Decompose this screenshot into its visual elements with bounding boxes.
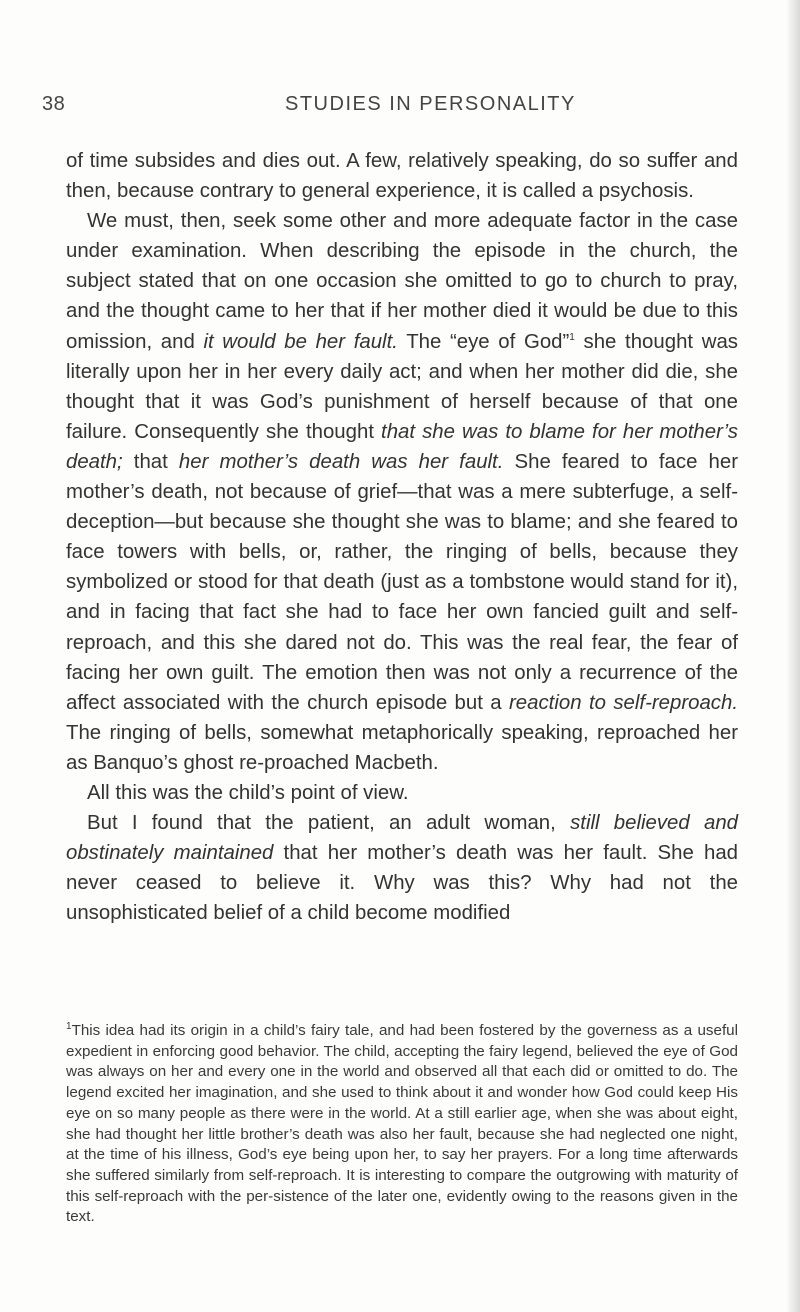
paragraph-2-text-f: The ringing of bells, somewhat metaphorically speaking, reproached her as Banquo’s ghost re-proached Macbeth.	[66, 721, 738, 774]
paragraph-2-text-e: She feared to face her mother’s death, not because of grief—that was a mere subterfuge, a self-deception—but because she thought she was to blame; and she feared to face towers with bells, or, rather, the ringing of bells, because they symbolized or stood for that death (just as a tombstone would stand for it), and in facing that fact she had to face her own fancied guilt and self-reproach, and this she dared not do. This was the real fear, the fear of facing her own guilt. The emotion then was not only a recurrence of the affect associated with the church episode but a	[66, 450, 738, 714]
paragraph-4-text-a: But I found that the patient, an adult woman,	[87, 812, 571, 835]
footnote-marker: 1	[66, 1020, 72, 1032]
paragraph-2-text-b: The “eye of God”	[397, 330, 570, 353]
paragraph-2-italic-1: it would be her fault.	[203, 330, 398, 353]
paragraph-3	[66, 778, 738, 808]
footnote-1	[66, 1021, 738, 1228]
paragraph-4-italic-1: still believed and obstinately maintained	[66, 812, 739, 865]
paragraph-2	[66, 206, 738, 778]
page-header	[0, 93, 800, 119]
paragraph-2-italic-2: that she was to blame for her mother’s death;	[66, 420, 738, 473]
page-edge-shadow	[786, 0, 800, 1312]
paragraph-2-text-c: she thought was literally upon her in her every daily act; and when her mother did die, she thought that it was God’s punishment of herself because of that one failure. Consequently she thought	[66, 330, 738, 443]
paragraph-2-italic-4: reaction to self-reproach.	[509, 691, 739, 714]
paragraph-4	[66, 808, 738, 928]
paragraph-1-text: of time subsides and dies out. A few, relatively speaking, do so suffer and then, because contrary to general experience, it is called a psychosis.	[66, 150, 738, 203]
paragraph-2-text-a: We must, then, seek some other and more adequate factor in the case under examination. When describing the episode in the church, the subject stated that on one occasion she omitted to go to church to pray, and the thought came to her that if her mother died it would be due to this omission, and	[66, 210, 738, 353]
paragraph-1	[66, 146, 738, 206]
paragraph-4-text-b: that her mother’s death was her fault. She had never ceased to believe it. Why was this? Why had not the unsophisticated belief of a child become modified	[66, 842, 739, 925]
body-text	[66, 146, 738, 928]
paragraph-2-italic-3: her mother’s death was her fault.	[178, 450, 504, 473]
footnote-text: This idea had its origin in a child’s fairy tale, and had been fostered by the governess as a useful expedient in enforcing good behavior. The child, accepting the fairy legend, believed the eye of God was always on her and every one in the world and observed all that each did or omitted to do. The legend excited her imagination, and she used to think about it and wonder how God could keep His eye on so many people as there were in the world. At a still earlier age, when she was about eight, she had thought her little brother’s death was also her fault, because she had neglected one night, at the time of his illness, God’s eye being upon her, to say her prayers. For a long time afterwards she suffered similarly from self-reproach. It is interesting to compare the outgrowing with maturity of this self-reproach with the per-sistence of the later one, evidently owing to the reasons given in the text.	[66, 1022, 738, 1226]
paragraph-3-text: All this was the child’s point of view.	[87, 781, 409, 804]
running-head: STUDIES IN PERSONALITY	[285, 93, 576, 115]
footnote-reference: 1	[569, 331, 575, 343]
footnotes	[66, 1021, 738, 1228]
paragraph-2-text-d: that	[122, 450, 179, 473]
page-number: 38	[42, 93, 66, 115]
